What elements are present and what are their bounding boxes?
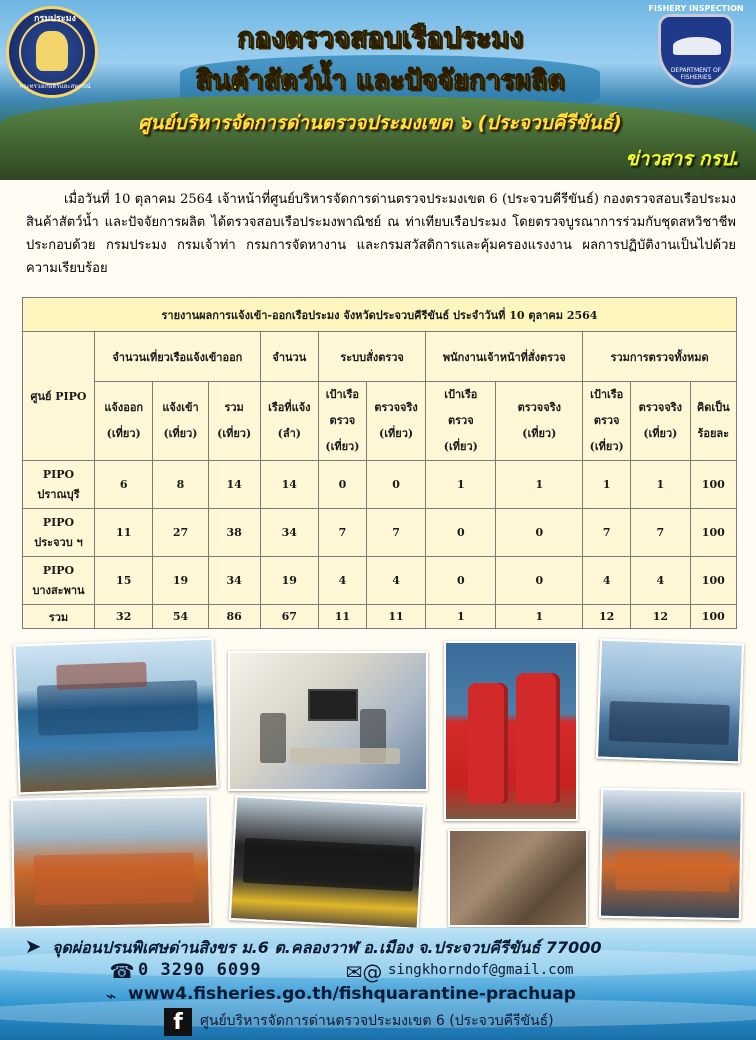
table <box>290 748 400 764</box>
sub-pct-header <box>690 382 736 461</box>
cell: 1 <box>426 605 496 629</box>
cell: 0 <box>496 557 583 605</box>
cell: 7 <box>366 509 425 557</box>
table-caption: รายงานผลการแจ้งเข้า-ออกเรือประมง จังหวัดประจวบคีรีขันธ์ ประจำวันที่ 10 ตุลาคม 2564 <box>23 298 737 332</box>
photo-meeting-room <box>228 651 428 791</box>
cell: 1 <box>496 461 583 509</box>
cell: 34 <box>260 509 318 557</box>
cell: 86 <box>208 605 260 629</box>
department-of-fisheries-logo <box>6 6 98 98</box>
row-name-1: PIPO <box>42 563 75 577</box>
sub-actual-l2: (เที่ยว) <box>643 427 678 440</box>
sub-out-header <box>95 382 153 461</box>
sub-target-l1: เป้าเรือ <box>444 388 478 401</box>
extinguisher <box>468 683 508 803</box>
header-banner <box>0 0 756 180</box>
cell: 38 <box>208 509 260 557</box>
fishery-inspection-logo <box>646 4 746 90</box>
cell: 4 <box>631 557 690 605</box>
sub-pct-l1: คิดเป็น <box>696 401 730 414</box>
photo-catch-closeup <box>448 829 588 927</box>
location-pin-icon: ➤ <box>24 934 42 958</box>
logo-left-bottom-text: กระทรวงเกษตรและสหกรณ์ <box>19 83 91 90</box>
sub-system-target-header <box>318 382 366 461</box>
sub-actual-l1: ตรวจจริง <box>517 401 561 414</box>
table-total-row <box>23 605 737 629</box>
sub-out-l2: (เที่ยว) <box>106 427 141 440</box>
group-system-header: ระบบสั่งตรวจ <box>318 332 425 382</box>
nets <box>243 838 415 892</box>
cell: 11 <box>366 605 425 629</box>
sub-total-actual-header <box>631 382 690 461</box>
table-row <box>23 461 737 509</box>
report-table <box>22 297 737 629</box>
logo-left-top-text: กรมประมง <box>34 14 76 24</box>
logo-right-bottom-text: DEPARTMENT OF FISHERIES <box>670 67 722 81</box>
photo-crew-lineup <box>599 788 743 920</box>
cell: 19 <box>153 557 208 605</box>
row-center-name <box>23 557 95 605</box>
crew-members <box>615 850 730 892</box>
facebook-icon: f <box>164 1008 192 1036</box>
group-notify-header: จำนวนเที่ยวเรือแจ้งเข้าออก <box>95 332 261 382</box>
cell: 11 <box>95 509 153 557</box>
photo-boat-harbor <box>596 639 744 764</box>
title-line-3: ศูนย์บริหารจัดการด่านตรวจประมงเขต ๖ (ประจวบคีรีขันธ์) <box>138 112 622 134</box>
cell: 1 <box>496 605 583 629</box>
table-header-row-1 <box>23 332 737 382</box>
shield-icon <box>658 14 734 88</box>
row-name-2: ปราณบุรี <box>37 487 80 501</box>
cell: 100 <box>690 557 736 605</box>
cell: 27 <box>153 509 208 557</box>
row-center-name <box>23 461 95 509</box>
sub-boats-header <box>260 382 318 461</box>
email-address[interactable]: singkhorndof@gmail.com <box>388 962 574 978</box>
cell: 34 <box>208 557 260 605</box>
extinguisher <box>516 673 560 803</box>
cell: 0 <box>426 557 496 605</box>
sub-out-l1: แจ้งออก <box>104 401 144 414</box>
cell: 7 <box>583 509 631 557</box>
sub-sum-l1: รวม <box>224 401 244 414</box>
cell: 15 <box>95 557 153 605</box>
cell: 4 <box>583 557 631 605</box>
sub-actual-l1: ตรวจจริง <box>374 401 418 414</box>
cell: 1 <box>631 461 690 509</box>
website-link[interactable]: www4.fisheries.go.th/fishquarantine-prachuap <box>128 984 576 1004</box>
email-icon: ✉@ <box>345 960 383 984</box>
sub-staff-target-header <box>426 382 496 461</box>
cell: 7 <box>631 509 690 557</box>
sub-target-l3: (เที่ยว) <box>325 440 360 453</box>
row-name-1: PIPO <box>42 515 75 529</box>
news-tag: ข่าวสาร กรป. <box>625 148 740 170</box>
cell: 1 <box>426 461 496 509</box>
person <box>260 713 286 763</box>
cell: 6 <box>95 461 153 509</box>
sub-actual-l2: (เที่ยว) <box>522 427 557 440</box>
sub-actual-l1: ตรวจจริง <box>638 401 683 414</box>
sub-target-l2: ตรวจ <box>329 414 356 427</box>
photo-fire-extinguishers <box>444 641 578 821</box>
sub-sum-l2: (เที่ยว) <box>217 427 252 440</box>
crew-members <box>34 853 195 906</box>
total-label: รวม <box>23 605 95 629</box>
boat-cabin <box>56 662 147 690</box>
sub-boats-l1: เรือที่แจ้ง <box>268 401 311 414</box>
table-caption-row <box>23 298 737 332</box>
phone-number: 0 3290 6099 <box>138 960 262 980</box>
cell: 67 <box>260 605 318 629</box>
cell: 0 <box>366 461 425 509</box>
sub-boats-l2: (ลำ) <box>277 427 301 440</box>
facebook-page-name[interactable]: ศูนย์บริหารจัดการด่านตรวจประมงเขต 6 (ประจวบคีรีขันธ์) <box>200 1013 554 1029</box>
table-header-row-2 <box>23 382 737 461</box>
phone-icon: ☎ <box>109 959 135 983</box>
cell: 32 <box>95 605 153 629</box>
cell: 0 <box>426 509 496 557</box>
sub-system-actual-header <box>366 382 425 461</box>
cell: 8 <box>153 461 208 509</box>
photo-crew-group <box>11 795 211 928</box>
col-center-header: ศูนย์ PIPO <box>23 332 95 461</box>
title-line-2: สินค้าสัตว์น้ำ และปัจจัยการผลิต <box>195 65 565 96</box>
sub-target-l2: ตรวจ <box>593 414 620 427</box>
cell: 100 <box>690 605 736 629</box>
sub-total-target-header <box>583 382 631 461</box>
cell: 0 <box>496 509 583 557</box>
sub-actual-l2: (เที่ยว) <box>379 427 414 440</box>
sub-target-l3: (เที่ยว) <box>443 440 478 453</box>
www-icon: ⌁ <box>105 985 117 1007</box>
cell: 4 <box>318 557 366 605</box>
cell: 19 <box>260 557 318 605</box>
cell: 54 <box>153 605 208 629</box>
cell: 12 <box>631 605 690 629</box>
group-staff-header: พนักงานเจ้าหน้าที่สั่งตรวจ <box>426 332 583 382</box>
address-text: จุดผ่อนปรนพิเศษด่านสิงขร ม.6 ต.คลองวาฬ อ.เมือง จ.ประจวบคีรีขันธ์ 77000 <box>52 938 602 957</box>
photo-fishing-boat <box>13 638 218 795</box>
cell: 1 <box>583 461 631 509</box>
sub-sum-header <box>208 382 260 461</box>
cell: 7 <box>318 509 366 557</box>
row-name-1: PIPO <box>42 467 75 481</box>
photo-fishing-nets <box>229 795 425 930</box>
row-center-name <box>23 509 95 557</box>
cell: 11 <box>318 605 366 629</box>
monitor-screen <box>308 689 358 721</box>
logo-right-arc-text: FISHERY INSPECTION <box>648 4 744 13</box>
intro-paragraph: เมื่อวันที่ 10 ตุลาคม 2564 เจ้าหน้าที่ศูนย์บริหารจัดการด่านตรวจประมงเขต 6 (ประจวบคีรีขันธ์) กองตรวจสอบเรือประมง สินค้าสัตว์น้ำ และปัจจัยการผลิต ได้ตรวจสอบเรือประมงพาณิชย์ ณ ท่าเทียบเรือประมง โดยตรวจบูรณาการร่วมกับชุดสหวิชาชีพ ประกอบด้วย กรมประมง กรมเจ้าท่า กรมการจัดหางาน และกรมสวัสดิการและคุ้มครองแรงงาน ผลการปฏิบัติงานเป็นไปด้วยความเรียบร้อย <box>26 192 736 276</box>
group-count-header: จำนวน <box>260 332 318 382</box>
logo-emblem-icon <box>36 31 68 71</box>
wing-icon <box>673 37 721 55</box>
group-total-header: รวมการตรวจทั้งหมด <box>583 332 737 382</box>
table-row <box>23 509 737 557</box>
cell: 4 <box>366 557 425 605</box>
sub-in-header <box>153 382 208 461</box>
sub-pct-l2: ร้อยละ <box>697 427 730 440</box>
sub-target-l2: ตรวจ <box>447 414 474 427</box>
sub-target-l1: เป้าเรือ <box>590 388 624 401</box>
cell: 100 <box>690 461 736 509</box>
table-row <box>23 557 737 605</box>
boat-hull <box>609 701 730 745</box>
cell: 14 <box>208 461 260 509</box>
sub-staff-actual-header <box>496 382 583 461</box>
title-line-1: กองตรวจสอบเรือประมง <box>237 21 523 54</box>
row-name-2: ประจวบ ฯ <box>34 535 83 549</box>
cell: 100 <box>690 509 736 557</box>
footer-contact <box>0 928 756 1040</box>
cell: 14 <box>260 461 318 509</box>
sub-target-l3: (เที่ยว) <box>589 440 624 453</box>
sub-in-l1: แจ้งเข้า <box>162 401 199 414</box>
cell: 12 <box>583 605 631 629</box>
row-name-2: บางสะพาน <box>32 583 85 597</box>
sub-in-l2: (เที่ยว) <box>163 427 198 440</box>
sub-target-l1: เป้าเรือ <box>325 388 359 401</box>
cell: 0 <box>318 461 366 509</box>
